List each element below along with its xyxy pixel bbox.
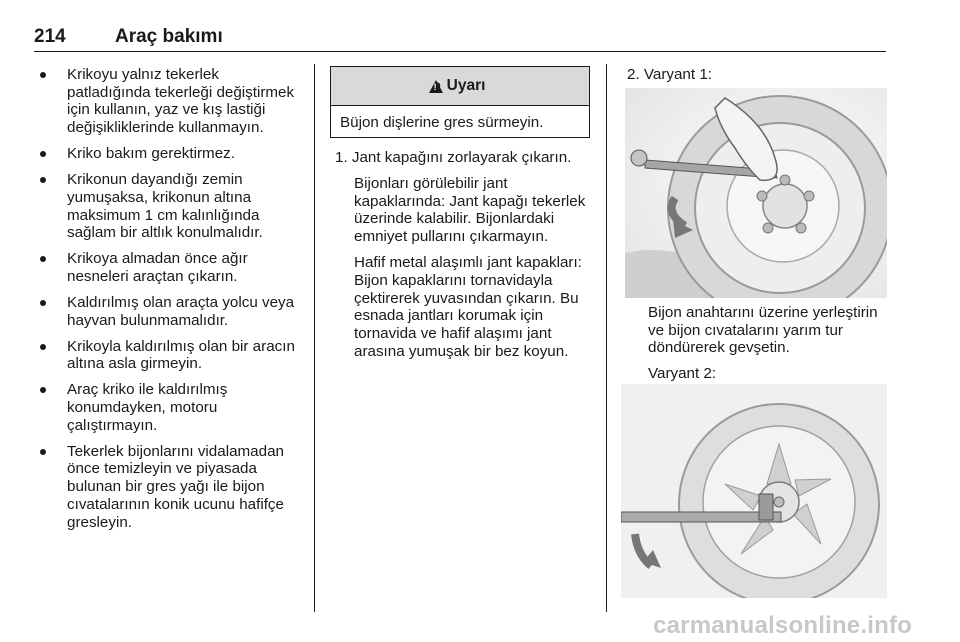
variant2-illustration	[621, 384, 887, 598]
bullet-icon	[40, 387, 46, 393]
list-item: Krikonun dayandığı zemin yumuşaksa, krikonun altına maksimum 1 cm kalınlığında sağlam bir altlık konulmalıdır.	[34, 171, 300, 242]
column-divider-left	[314, 64, 315, 612]
variant1-text: Bijon anahtarını üzerine yerleştirin ve bijon cıvatalarını yarım tur döndürerek gevşetin.	[648, 304, 878, 357]
bullet-icon	[40, 72, 46, 78]
warning-number: 9	[434, 81, 441, 93]
bullet-icon	[40, 449, 46, 455]
bullet-icon	[40, 300, 46, 306]
list-item: Kaldırılmış olan araçta yolcu veya hayvan bulunmamalıdır.	[34, 294, 300, 329]
bullet-icon	[40, 177, 46, 183]
step1-label: 1. Jant kapağını zorlayarak çıkarın.	[335, 149, 572, 166]
header-rule	[34, 51, 886, 52]
variant2-label: Varyant 2:	[648, 365, 717, 383]
left-column	[34, 66, 300, 540]
warning-box	[330, 66, 590, 138]
column-divider-right	[606, 64, 607, 612]
variant1-illustration	[625, 88, 887, 298]
list-item: Tekerlek bijonlarını vidalamadan önce temizleyin ve piyasada bulunan bir gres yağı ile bijon cıvatalarının konik ucunu hafifçe gresleyin.	[34, 443, 300, 532]
watermark: carmanualsonline.info	[653, 612, 912, 639]
list-item: Krikoyla kaldırılmış olan bir aracın altına asla girmeyin.	[34, 338, 300, 373]
bullet-icon	[40, 256, 46, 262]
page-number: 214	[34, 26, 66, 47]
warning-title: Uyarı	[446, 77, 486, 94]
bullet-icon	[40, 151, 46, 157]
list-item: Krikoya almadan önce ağır nesneleri araçtan çıkarın.	[34, 250, 300, 285]
step2-label: 2. Varyant 1:	[627, 66, 712, 83]
page-title: Araç bakımı	[115, 26, 223, 47]
step1-paragraph-alloy: Hafif metal alaşımlı jant kapakları: Bijon kapaklarını tornavidayla çektirerek yuvasından çıkarın. Bu esnada jantları korumak için tornavida ve hafif alaşımı jant arasına yumuşak bir bez koyun.	[354, 254, 582, 360]
page-header	[34, 26, 886, 52]
step1-paragraph: Bijonları görülebilir jant kapaklarında: Jant kapağı tekerlek üzerinde kalabilir. Bijonlardaki emniyet pullarını çıkarmayın.	[354, 175, 586, 246]
warning-header	[331, 67, 589, 106]
variant1-text-wrap	[648, 304, 880, 391]
warning-triangle-icon	[429, 80, 443, 93]
list-item: Araç kriko ile kaldırılmış konumdayken, motoru çalıştırmayın.	[34, 381, 300, 434]
bullet-icon	[40, 344, 46, 350]
warning-body: Büjon dişlerine gres sürmeyin.	[340, 114, 544, 131]
middle-column	[335, 149, 597, 369]
safety-list	[34, 66, 300, 531]
list-item: Krikoyu yalnız tekerlek patladığında tekerleği değiştirmek için kullanın, yaz ve kış lastiği değişikliklerinde kullanmayın.	[34, 66, 300, 137]
list-item: Kriko bakım gerektirmez.	[34, 145, 300, 163]
